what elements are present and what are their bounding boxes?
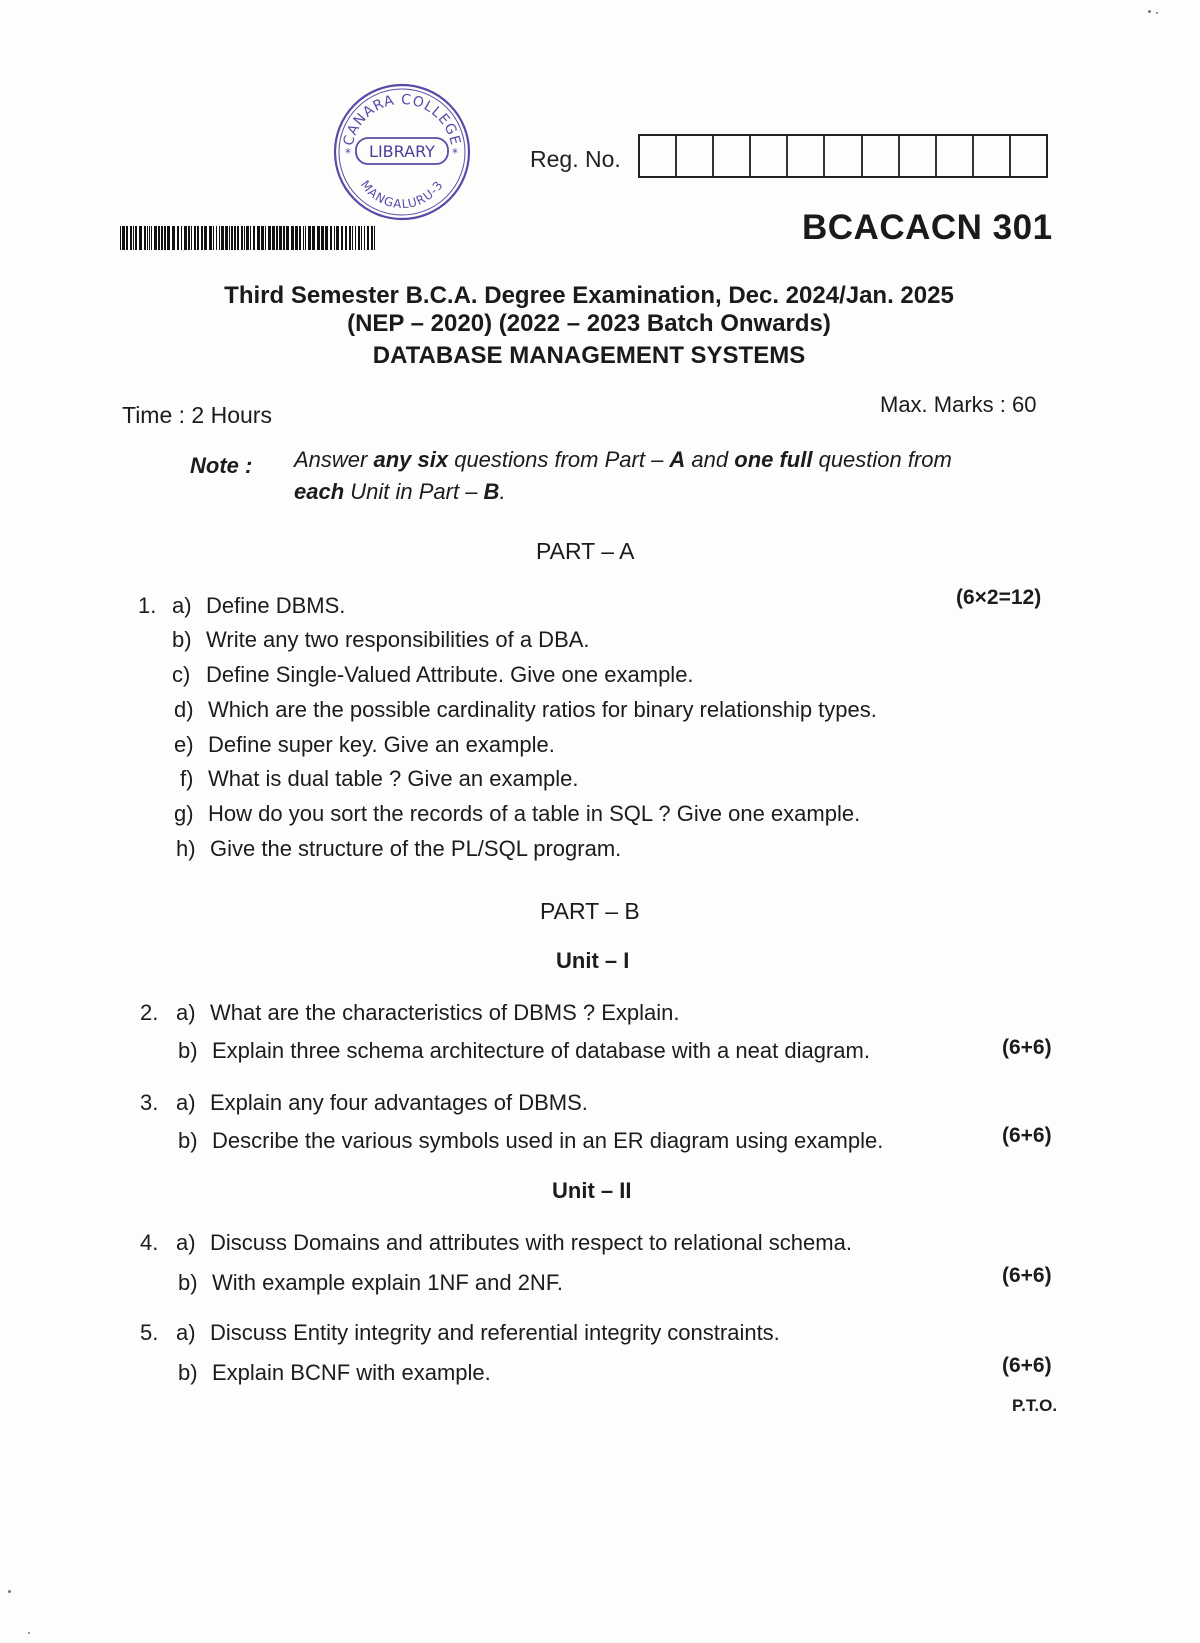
question-text: Explain BCNF with example. xyxy=(212,1360,491,1385)
part-a-heading: PART – A xyxy=(536,538,635,564)
barcode-bar xyxy=(345,226,347,250)
barcode-bar xyxy=(305,226,306,250)
barcode-bar xyxy=(234,226,236,250)
question-letter: b) xyxy=(178,1360,198,1385)
pto-label: P.T.O. xyxy=(1012,1396,1058,1415)
question-text: Define Single-Valued Attribute. Give one example. xyxy=(206,662,694,687)
reg-cell xyxy=(863,136,900,176)
barcode-bar xyxy=(244,226,245,250)
part-a-marks: (6×2=12) xyxy=(956,586,1042,609)
reg-cell xyxy=(937,136,974,176)
barcode-bar xyxy=(291,226,294,250)
barcode-bar xyxy=(367,226,369,250)
question-text: Which are the possible cardinality ratios for binary relationship types. xyxy=(208,697,877,722)
barcode-bar xyxy=(167,226,170,250)
barcode-bar xyxy=(321,226,324,250)
barcode-bar xyxy=(341,226,343,250)
scan-speck xyxy=(1156,12,1158,14)
barcode-bar xyxy=(241,226,243,250)
barcode-bar xyxy=(312,226,315,250)
question-number: 3. xyxy=(140,1090,159,1115)
barcode-bar xyxy=(144,226,146,250)
barcode-bar xyxy=(246,226,249,250)
barcode-bar xyxy=(336,226,339,250)
barcode-bar xyxy=(303,226,304,250)
svg-text:MANGALURU-3: MANGALURU-3 xyxy=(357,177,447,212)
question-letter: a) xyxy=(176,1000,196,1025)
reg-cell xyxy=(677,136,714,176)
question-text: Write any two responsibilities of a DBA. xyxy=(206,627,590,652)
reg-no-boxes xyxy=(638,134,1048,178)
barcode-bar xyxy=(164,226,166,250)
barcode xyxy=(120,226,378,250)
barcode-bar xyxy=(355,226,356,250)
svg-text:*: * xyxy=(345,146,351,160)
barcode-bar xyxy=(364,226,365,250)
barcode-bar xyxy=(149,226,150,250)
reg-no-label: Reg. No. xyxy=(530,146,621,172)
question-letter: b) xyxy=(178,1128,198,1153)
barcode-bar xyxy=(295,226,298,250)
question-text: How do you sort the records of a table in SQL ? Give one example. xyxy=(208,801,861,826)
barcode-bar xyxy=(276,226,278,250)
question-letter: h) xyxy=(176,836,196,861)
reg-cell xyxy=(900,136,937,176)
barcode-bar xyxy=(120,226,121,250)
barcode-bar xyxy=(194,226,196,250)
barcode-bar xyxy=(197,226,199,250)
barcode-bar xyxy=(261,226,264,250)
question-number: 4. xyxy=(140,1230,159,1255)
barcode-bar xyxy=(349,226,351,250)
barcode-bar xyxy=(279,226,282,250)
barcode-bar xyxy=(257,226,260,250)
question-letter: a) xyxy=(172,593,192,618)
barcode-bar xyxy=(204,226,207,250)
barcode-bar xyxy=(130,226,132,250)
barcode-bar xyxy=(213,226,214,250)
reg-cell xyxy=(714,136,751,176)
reg-cell xyxy=(788,136,825,176)
question-text: Define DBMS. xyxy=(206,593,346,618)
time-allowed: Time : 2 Hours xyxy=(122,402,272,428)
reg-cell xyxy=(974,136,1011,176)
question-letter: b) xyxy=(178,1270,198,1295)
question-text: Define super key. Give an example. xyxy=(208,732,555,757)
question-number: 1. xyxy=(138,593,157,618)
barcode-bar xyxy=(358,226,360,250)
barcode-bar xyxy=(126,226,128,250)
question-letter: a) xyxy=(176,1320,196,1345)
barcode-bar xyxy=(299,226,301,250)
barcode-bar xyxy=(334,226,335,250)
barcode-bar xyxy=(151,226,152,250)
question-letter: b) xyxy=(172,627,192,652)
barcode-bar xyxy=(172,226,175,250)
barcode-bar xyxy=(184,226,187,250)
barcode-bar xyxy=(177,226,179,250)
library-stamp xyxy=(330,82,474,222)
barcode-bar xyxy=(325,226,328,250)
question-letter: a) xyxy=(176,1230,196,1255)
barcode-bar xyxy=(188,226,190,250)
barcode-bar xyxy=(147,226,148,250)
part-b-heading: PART – B xyxy=(540,898,640,924)
question-number: 5. xyxy=(140,1320,159,1345)
barcode-bar xyxy=(219,226,220,250)
scan-speck xyxy=(28,1632,30,1634)
question-text: Discuss Entity integrity and referential integrity constraints. xyxy=(210,1320,780,1345)
question-marks: (6+6) xyxy=(1002,1354,1052,1377)
barcode-bar xyxy=(122,226,125,250)
barcode-bar xyxy=(209,226,212,250)
barcode-bar xyxy=(250,226,251,250)
question-text: Explain any four advantages of DBMS. xyxy=(210,1090,588,1115)
reg-cell xyxy=(640,136,677,176)
scan-speck xyxy=(1148,10,1151,13)
barcode-bar xyxy=(229,226,230,250)
barcode-bar xyxy=(371,226,373,250)
barcode-bar xyxy=(317,226,320,250)
barcode-bar xyxy=(181,226,182,250)
question-text: With example explain 1NF and 2NF. xyxy=(212,1270,563,1295)
unit-2-heading: Unit – II xyxy=(552,1178,632,1203)
unit-1-heading: Unit – I xyxy=(556,948,630,973)
question-text: What is dual table ? Give an example. xyxy=(208,766,579,791)
barcode-bar xyxy=(161,226,163,250)
barcode-bar xyxy=(308,226,311,250)
barcode-bar xyxy=(133,226,134,250)
reg-cell xyxy=(751,136,788,176)
barcode-bar xyxy=(237,226,239,250)
svg-text:*: * xyxy=(452,146,458,160)
barcode-bar xyxy=(154,226,157,250)
question-text: Explain three schema architecture of database with a neat diagram. xyxy=(212,1038,870,1063)
question-letter: a) xyxy=(176,1090,196,1115)
question-marks: (6+6) xyxy=(1002,1036,1052,1059)
barcode-bar xyxy=(330,226,332,250)
question-letter: b) xyxy=(178,1038,198,1063)
reg-cell xyxy=(1011,136,1046,176)
max-marks: Max. Marks : 60 xyxy=(880,392,1037,417)
question-letter: g) xyxy=(174,801,194,826)
barcode-bar xyxy=(216,226,217,250)
subject-title: DATABASE MANAGEMENT SYSTEMS xyxy=(372,342,806,369)
barcode-bar xyxy=(253,226,255,250)
question-letter: c) xyxy=(172,662,191,687)
question-letter: e) xyxy=(174,732,194,757)
svg-text:LIBRARY: LIBRARY xyxy=(369,142,435,161)
question-letter: f) xyxy=(180,766,194,791)
barcode-bar xyxy=(225,226,228,250)
course-code: BCACACN 301 xyxy=(802,208,1053,247)
exam-title: Third Semester B.C.A. Degree Examination, Dec. 2024/Jan. 2025 xyxy=(224,282,954,309)
question-text: Describe the various symbols used in an ER diagram using example. xyxy=(212,1128,884,1153)
svg-text:CANARA COLLEGE: CANARA COLLEGE xyxy=(340,91,464,148)
question-number: 2. xyxy=(140,1000,159,1025)
barcode-bar xyxy=(158,226,160,250)
question-letter: d) xyxy=(174,697,194,722)
barcode-bar xyxy=(221,226,224,250)
question-marks: (6+6) xyxy=(1002,1124,1052,1147)
scan-speck xyxy=(8,1590,11,1593)
barcode-bar xyxy=(272,226,275,250)
exam-batch: (NEP – 2020) (2022 – 2023 Batch Onwards) xyxy=(347,310,831,337)
barcode-bar xyxy=(201,226,203,250)
barcode-bar xyxy=(374,226,375,250)
question-text: What are the characteristics of DBMS ? Explain. xyxy=(210,1000,680,1025)
barcode-bar xyxy=(135,226,137,250)
barcode-bar xyxy=(361,226,362,250)
barcode-bar xyxy=(191,226,192,250)
barcode-bar xyxy=(286,226,289,250)
barcode-bar xyxy=(352,226,353,250)
question-text: Discuss Domains and attributes with respect to relational schema. xyxy=(210,1230,852,1255)
barcode-bar xyxy=(268,226,271,250)
barcode-bar xyxy=(231,226,233,250)
note-label: Note : xyxy=(190,453,253,478)
reg-cell xyxy=(825,136,862,176)
barcode-bar xyxy=(265,226,266,250)
question-text: Give the structure of the PL/SQL program. xyxy=(210,836,622,861)
barcode-bar xyxy=(139,226,142,250)
note-text: Answer any six questions from Part – A and one full question from each Unit in Part – B. xyxy=(294,447,952,504)
barcode-bar xyxy=(283,226,285,250)
question-marks: (6+6) xyxy=(1002,1264,1052,1287)
